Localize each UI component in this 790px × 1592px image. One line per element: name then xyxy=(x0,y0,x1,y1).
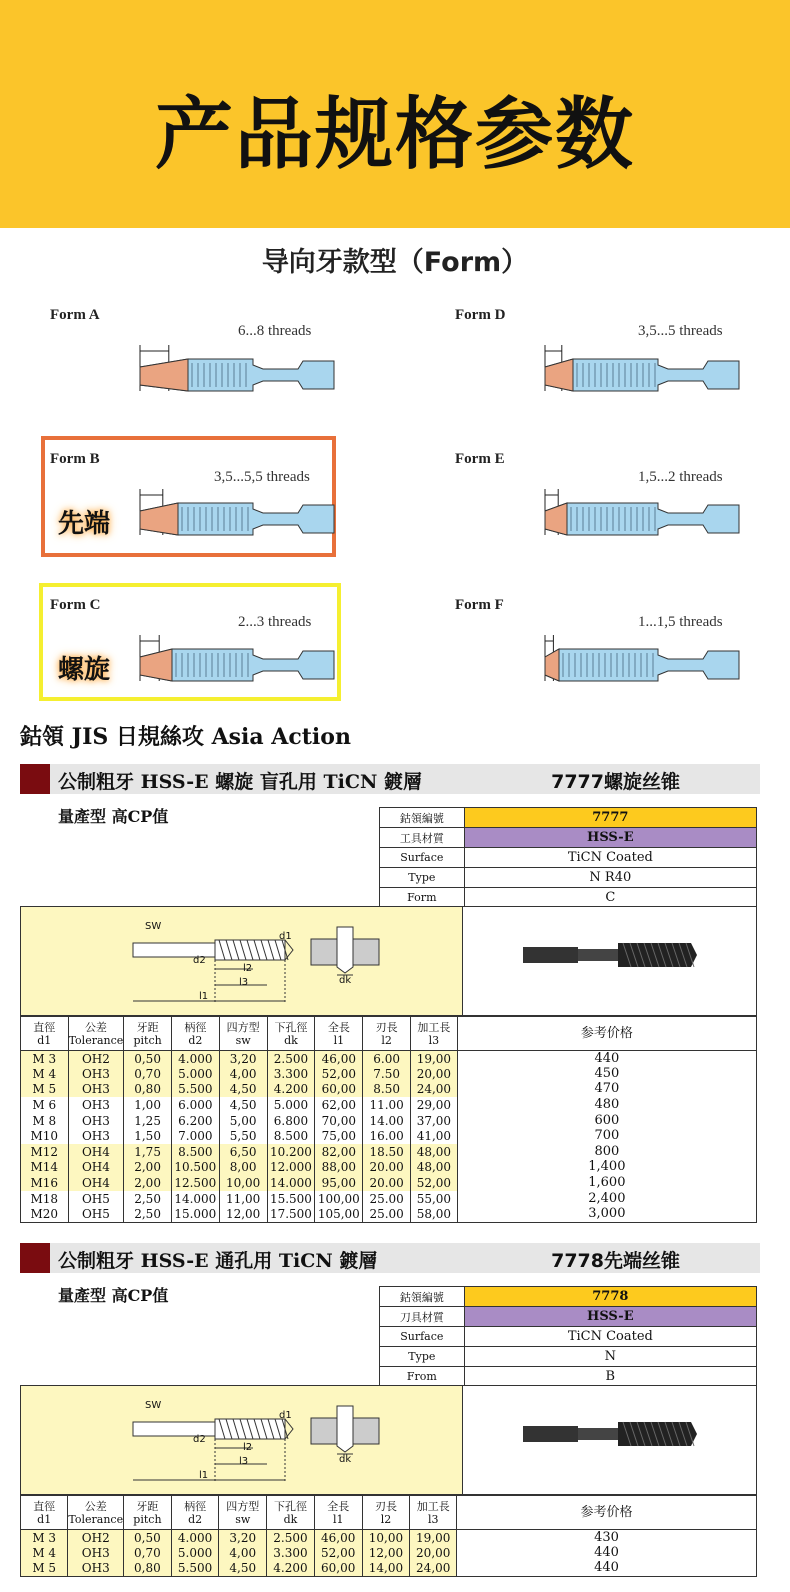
column-header xyxy=(410,1496,457,1530)
section-title: 公制粗牙 HSS-E 螺旋 盲孔用 TiCN 鍍層 xyxy=(58,771,422,793)
drawing-label-d2: d2 xyxy=(193,955,206,966)
table-cell: 12,00 xyxy=(362,1545,410,1561)
size-table xyxy=(20,1016,757,1223)
table-cell: 4,50 xyxy=(219,1561,267,1577)
column-header xyxy=(267,1017,315,1051)
column-header xyxy=(267,1496,315,1530)
spec-table xyxy=(379,807,757,908)
column-header-code: d2 xyxy=(188,1033,203,1047)
brand-line: 鈷領 JIS 日規絲攻 Asia Action xyxy=(20,724,351,750)
table-cell: 0,70 xyxy=(124,1066,172,1082)
column-header-code: dk xyxy=(284,1033,298,1047)
column-header-cn: 全長 xyxy=(327,1499,350,1513)
table-row xyxy=(21,1545,757,1561)
table-row xyxy=(21,1191,757,1207)
table-cell: OH3 xyxy=(68,1561,124,1577)
table-cell: 0,50 xyxy=(124,1051,172,1067)
form-label: Form E xyxy=(455,451,505,467)
table-cell: M16 xyxy=(21,1175,69,1191)
column-header-cn: 牙距 xyxy=(136,1499,159,1513)
column-header xyxy=(171,1496,219,1530)
table-cell: 29,00 xyxy=(411,1097,458,1113)
table-cell: M 5 xyxy=(21,1561,68,1577)
spec-value: 7778 xyxy=(464,1287,756,1307)
table-cell: 14.000 xyxy=(171,1191,219,1207)
table-cell: 37,00 xyxy=(411,1113,458,1129)
table-cell: M 6 xyxy=(21,1097,69,1113)
section-title: 公制粗牙 HSS-E 通孔用 TiCN 鍍層 xyxy=(58,1250,378,1272)
spec-key: Form xyxy=(380,888,465,908)
table-cell: OH3 xyxy=(68,1113,124,1129)
column-header-code: l2 xyxy=(380,1512,392,1526)
table-cell: 25.00 xyxy=(363,1206,411,1222)
drawing-label-l3: l3 xyxy=(239,1456,249,1467)
table-cell: 52,00 xyxy=(314,1545,362,1561)
tap-diagram xyxy=(138,631,338,691)
table-cell: 17.500 xyxy=(267,1206,315,1222)
table-cell: 10.200 xyxy=(267,1144,315,1160)
table-cell: 3,20 xyxy=(219,1051,267,1067)
drawing-label-dk: dk xyxy=(339,975,352,986)
form-label: Form D xyxy=(455,307,506,323)
table-cell: 5,00 xyxy=(219,1113,267,1129)
spec-key: 刀具材質 xyxy=(380,1307,465,1327)
table-cell: M 4 xyxy=(21,1066,69,1082)
table-cell: 4,00 xyxy=(219,1545,267,1561)
column-header-code: l3 xyxy=(427,1512,439,1526)
table-cell: OH4 xyxy=(68,1160,124,1176)
tap-diagram xyxy=(543,485,743,545)
table-cell: 25.00 xyxy=(363,1191,411,1207)
price-header: 参考价格 xyxy=(457,1017,756,1051)
table-row xyxy=(21,1097,757,1113)
table-cell: 12.500 xyxy=(171,1175,219,1191)
price-cell: 450 xyxy=(457,1066,756,1082)
table-cell: 10.500 xyxy=(171,1160,219,1176)
table-cell: 52,00 xyxy=(315,1066,363,1082)
table-cell: 3.300 xyxy=(267,1066,315,1082)
table-cell: 100,00 xyxy=(315,1191,363,1207)
column-header-code: pitch xyxy=(133,1512,162,1526)
spec-table xyxy=(379,1286,757,1387)
column-header-cn: 全長 xyxy=(327,1020,350,1034)
price-cell: 800 xyxy=(457,1144,756,1160)
column-header-cn: 公差 xyxy=(84,1020,107,1034)
column-header-code: d1 xyxy=(37,1033,52,1047)
table-cell: 4,50 xyxy=(219,1097,267,1113)
column-header-cn: 牙距 xyxy=(136,1020,159,1034)
column-header-cn: 直徑 xyxy=(33,1499,56,1513)
table-cell: 19,00 xyxy=(410,1530,457,1546)
drawing-label-sw: SW xyxy=(145,921,162,932)
table-cell: 82,00 xyxy=(315,1144,363,1160)
table-cell: 2.500 xyxy=(267,1530,315,1546)
table-row xyxy=(21,1175,757,1191)
spec-key: From xyxy=(380,1367,465,1387)
table-cell: M 3 xyxy=(21,1051,69,1067)
table-row xyxy=(21,1530,757,1546)
column-header-code: pitch xyxy=(133,1033,162,1047)
table-cell: 2,50 xyxy=(124,1206,172,1222)
table-cell: 0,70 xyxy=(124,1545,172,1561)
price-cell: 1,600 xyxy=(457,1175,756,1191)
table-cell: 60,00 xyxy=(315,1082,363,1098)
table-cell: M12 xyxy=(21,1144,69,1160)
table-cell: 52,00 xyxy=(411,1175,458,1191)
table-cell: 58,00 xyxy=(411,1206,458,1222)
column-header-cn: 加工長 xyxy=(416,1499,450,1513)
tap-photo-icon xyxy=(463,1386,756,1494)
drawing-label-dk: dk xyxy=(339,1454,352,1465)
table-cell: OH5 xyxy=(68,1191,124,1207)
price-cell: 700 xyxy=(457,1128,756,1144)
table-cell: OH5 xyxy=(68,1206,124,1222)
drawing-label-sw: SW xyxy=(145,1400,162,1411)
table-cell: 24,00 xyxy=(411,1082,458,1098)
size-table xyxy=(20,1495,757,1577)
price-cell: 600 xyxy=(457,1113,756,1129)
table-cell: 5.000 xyxy=(171,1545,219,1561)
table-cell: 75,00 xyxy=(315,1128,363,1144)
table-cell: OH3 xyxy=(68,1097,124,1113)
table-cell: 11.00 xyxy=(363,1097,411,1113)
table-cell: 4.000 xyxy=(171,1051,219,1067)
spec-value: B xyxy=(464,1367,756,1387)
table-cell: 5,50 xyxy=(219,1128,267,1144)
column-header xyxy=(21,1496,68,1530)
spec-value: HSS-E xyxy=(464,828,756,848)
table-cell: OH2 xyxy=(68,1530,124,1546)
price-cell: 470 xyxy=(457,1082,756,1098)
table-cell: 14,00 xyxy=(362,1561,410,1577)
table-row xyxy=(21,1561,757,1577)
column-header-cn: 下孔徑 xyxy=(273,1499,307,1513)
drawing-label-l1: l1 xyxy=(199,991,209,1002)
table-cell: 10,00 xyxy=(362,1530,410,1546)
table-cell: 6.00 xyxy=(363,1051,411,1067)
table-cell: 2,00 xyxy=(124,1175,172,1191)
table-cell: M14 xyxy=(21,1160,69,1176)
form-label: Form C xyxy=(50,597,101,613)
section-header-bar xyxy=(20,764,760,794)
drawing-label-l3: l3 xyxy=(239,977,249,988)
spec-key: Type xyxy=(380,868,465,888)
column-header-cn: 柄徑 xyxy=(184,1020,207,1034)
drawing-label-d2: d2 xyxy=(193,1434,206,1445)
spec-key: 工具材質 xyxy=(380,828,465,848)
form-label: Form A xyxy=(50,307,100,323)
column-header-cn: 四方型 xyxy=(226,1499,260,1513)
spec-value: HSS-E xyxy=(464,1307,756,1327)
table-cell: 0,80 xyxy=(124,1082,172,1098)
tap-photo-icon xyxy=(463,907,756,1015)
table-cell: 1,25 xyxy=(124,1113,172,1129)
product-photo xyxy=(462,1385,757,1495)
column-header-cn: 柄徑 xyxy=(184,1499,207,1513)
spec-value: N R40 xyxy=(464,868,756,888)
column-header xyxy=(362,1496,410,1530)
tap-drawing xyxy=(21,907,462,1015)
table-cell: OH3 xyxy=(68,1066,124,1082)
table-cell: 8.500 xyxy=(267,1128,315,1144)
table-cell: M 4 xyxy=(21,1545,68,1561)
table-cell: 2.500 xyxy=(267,1051,315,1067)
column-header xyxy=(315,1017,363,1051)
column-header-code: dk xyxy=(283,1512,298,1526)
table-cell: M18 xyxy=(21,1191,69,1207)
table-cell: 2,50 xyxy=(124,1191,172,1207)
table-cell: 6.200 xyxy=(171,1113,219,1129)
section-product-name: 7778先端丝锥 xyxy=(551,1250,680,1272)
table-cell: 70,00 xyxy=(315,1113,363,1129)
table-cell: 88,00 xyxy=(315,1160,363,1176)
table-cell: 18.50 xyxy=(363,1144,411,1160)
column-header-cn: 刃長 xyxy=(374,1499,397,1513)
table-cell: 20.00 xyxy=(363,1160,411,1176)
section-header-bar xyxy=(20,1243,760,1273)
table-cell: 8,00 xyxy=(219,1160,267,1176)
brand-logo-icon xyxy=(20,764,50,794)
form-threads: 1...1,5 threads xyxy=(638,614,723,630)
price-header: 参考价格 xyxy=(457,1496,757,1530)
table-cell: 7.50 xyxy=(363,1066,411,1082)
form-heading: 导向牙款型（Form） xyxy=(261,247,529,278)
technical-drawing xyxy=(20,906,463,1016)
table-cell: M10 xyxy=(21,1128,69,1144)
column-header xyxy=(363,1017,411,1051)
column-header-cn: 下孔徑 xyxy=(274,1020,308,1034)
table-cell: 11,00 xyxy=(219,1191,267,1207)
table-cell: 14.00 xyxy=(363,1113,411,1129)
table-cell: 12,00 xyxy=(219,1206,267,1222)
form-threads: 3,5...5 threads xyxy=(638,323,723,339)
table-cell: 95,00 xyxy=(315,1175,363,1191)
table-cell: 5.500 xyxy=(171,1082,219,1098)
table-cell: 10,00 xyxy=(219,1175,267,1191)
form-threads: 6...8 threads xyxy=(238,323,312,339)
table-row xyxy=(21,1128,757,1144)
table-row xyxy=(21,1206,757,1222)
table-cell: 6,50 xyxy=(219,1144,267,1160)
price-cell: 2,400 xyxy=(457,1191,756,1207)
table-cell: 5.500 xyxy=(171,1561,219,1577)
tap-drawing xyxy=(21,1386,462,1494)
table-cell: 7.000 xyxy=(171,1128,219,1144)
table-cell: 105,00 xyxy=(315,1206,363,1222)
tap-diagram xyxy=(543,341,743,401)
table-cell: 6.000 xyxy=(171,1097,219,1113)
drawing-label-l2: l2 xyxy=(243,963,253,974)
table-cell: 46,00 xyxy=(314,1530,362,1546)
table-cell: 0,50 xyxy=(124,1530,172,1546)
column-header-code: d2 xyxy=(188,1512,203,1526)
table-cell: 19,00 xyxy=(411,1051,458,1067)
spec-key: Surface xyxy=(380,848,465,868)
section-subtitle: 量產型 高CP值 xyxy=(58,807,169,826)
table-cell: 20,00 xyxy=(410,1545,457,1561)
column-header-code: sw xyxy=(235,1033,251,1047)
table-cell: 3,20 xyxy=(219,1530,267,1546)
form-threads: 1,5...2 threads xyxy=(638,469,723,485)
table-cell: 4.200 xyxy=(267,1082,315,1098)
column-header xyxy=(219,1496,267,1530)
form-tag: 先端 xyxy=(58,509,111,539)
column-header-code: l3 xyxy=(428,1033,440,1047)
table-cell: 0,80 xyxy=(124,1561,172,1577)
table-cell: 12.000 xyxy=(267,1160,315,1176)
banner-title: 产品规格参数 xyxy=(154,90,635,180)
table-cell: 14.000 xyxy=(267,1175,315,1191)
table-cell: M 3 xyxy=(21,1530,68,1546)
table-cell: 4,00 xyxy=(219,1066,267,1082)
table-row xyxy=(21,1113,757,1129)
column-header-cn: 加工長 xyxy=(417,1020,451,1034)
tap-diagram xyxy=(138,341,338,401)
form-threads: 3,5...5,5 threads xyxy=(214,469,310,485)
table-cell: OH3 xyxy=(68,1082,124,1098)
column-header-code: l1 xyxy=(332,1512,344,1526)
price-cell: 440 xyxy=(457,1051,756,1067)
column-header xyxy=(68,1017,124,1051)
price-cell: 1,400 xyxy=(457,1160,756,1176)
table-cell: 4.200 xyxy=(267,1561,315,1577)
table-cell: 55,00 xyxy=(411,1191,458,1207)
column-header-cn: 直徑 xyxy=(33,1020,56,1034)
spec-value: TiCN Coated xyxy=(464,848,756,868)
column-header-code: l1 xyxy=(333,1033,345,1047)
spec-value: 7777 xyxy=(464,808,756,828)
spec-value: C xyxy=(464,888,756,908)
table-cell: M 8 xyxy=(21,1113,69,1129)
table-row xyxy=(21,1066,757,1082)
table-cell: 41,00 xyxy=(411,1128,458,1144)
column-header-code: sw xyxy=(235,1512,251,1526)
tap-diagram xyxy=(138,485,338,545)
table-cell: 4,50 xyxy=(219,1082,267,1098)
table-cell: OH4 xyxy=(68,1144,124,1160)
drawing-label-d1: d1 xyxy=(279,931,292,942)
form-tag: 螺旋 xyxy=(58,655,111,685)
table-cell: 15.500 xyxy=(267,1191,315,1207)
table-row xyxy=(21,1051,757,1067)
table-cell: OH2 xyxy=(68,1051,124,1067)
table-cell: 1,00 xyxy=(124,1097,172,1113)
table-cell: 60,00 xyxy=(314,1561,362,1577)
table-cell: 4.000 xyxy=(171,1530,219,1546)
column-header-cn: 刃長 xyxy=(375,1020,398,1034)
brand-logo-icon xyxy=(20,1243,50,1273)
table-cell: 3.300 xyxy=(267,1545,315,1561)
price-cell: 3,000 xyxy=(457,1206,756,1222)
table-cell: 1,50 xyxy=(124,1128,172,1144)
spec-key: Surface xyxy=(380,1327,465,1347)
column-header xyxy=(314,1496,362,1530)
table-cell: 24,00 xyxy=(410,1561,457,1577)
price-cell: 480 xyxy=(457,1097,756,1113)
table-cell: 20.00 xyxy=(363,1175,411,1191)
column-header-code: l2 xyxy=(381,1033,392,1047)
table-cell: 20,00 xyxy=(411,1066,458,1082)
column-header-cn: 公差 xyxy=(84,1499,107,1513)
table-cell: M 5 xyxy=(21,1082,69,1098)
table-cell: 5.000 xyxy=(267,1097,315,1113)
product-photo xyxy=(462,906,757,1016)
table-cell: 5.000 xyxy=(171,1066,219,1082)
table-cell: 6.800 xyxy=(267,1113,315,1129)
table-cell: OH4 xyxy=(68,1175,124,1191)
drawing-label-l2: l2 xyxy=(243,1442,253,1453)
spec-key: 鈷領編號 xyxy=(380,1287,465,1307)
table-cell: 8.500 xyxy=(171,1144,219,1160)
column-header xyxy=(21,1017,69,1051)
table-cell: M20 xyxy=(21,1206,69,1222)
spec-value: N xyxy=(464,1347,756,1367)
price-cell: 430 xyxy=(457,1530,757,1546)
spec-key: 鈷領編號 xyxy=(380,808,465,828)
column-header xyxy=(219,1017,267,1051)
column-header xyxy=(171,1017,219,1051)
table-cell: 2,00 xyxy=(124,1160,172,1176)
table-cell: 16.00 xyxy=(363,1128,411,1144)
technical-drawing xyxy=(20,1385,463,1495)
tap-diagram xyxy=(543,631,743,691)
table-cell: 48,00 xyxy=(411,1144,458,1160)
section-product-name: 7777螺旋丝锥 xyxy=(551,771,680,793)
price-cell: 440 xyxy=(457,1545,757,1561)
table-row xyxy=(21,1144,757,1160)
column-header xyxy=(124,1496,172,1530)
table-cell: 48,00 xyxy=(411,1160,458,1176)
table-cell: OH3 xyxy=(68,1128,124,1144)
drawing-label-l1: l1 xyxy=(199,1470,209,1481)
spec-value: TiCN Coated xyxy=(464,1327,756,1347)
column-header xyxy=(411,1017,458,1051)
column-header xyxy=(124,1017,172,1051)
form-label: Form B xyxy=(50,451,100,467)
form-threads: 2...3 threads xyxy=(238,614,312,630)
column-header-code: Tolerance xyxy=(68,1033,124,1047)
column-header-code: d1 xyxy=(37,1512,52,1526)
table-row xyxy=(21,1082,757,1098)
table-cell: 62,00 xyxy=(315,1097,363,1113)
form-label: Form F xyxy=(455,597,504,613)
column-header-code: Tolerance xyxy=(68,1512,124,1526)
spec-key: Type xyxy=(380,1347,465,1367)
column-header-cn: 四方型 xyxy=(226,1020,260,1034)
column-header xyxy=(68,1496,124,1530)
table-cell: OH3 xyxy=(68,1545,124,1561)
price-cell: 440 xyxy=(457,1561,757,1577)
drawing-label-d1: d1 xyxy=(279,1410,292,1421)
section-subtitle: 量產型 高CP值 xyxy=(58,1286,169,1305)
table-row xyxy=(21,1160,757,1176)
table-cell: 8.50 xyxy=(363,1082,411,1098)
table-cell: 46,00 xyxy=(315,1051,363,1067)
table-cell: 15.000 xyxy=(171,1206,219,1222)
table-cell: 1,75 xyxy=(124,1144,172,1160)
